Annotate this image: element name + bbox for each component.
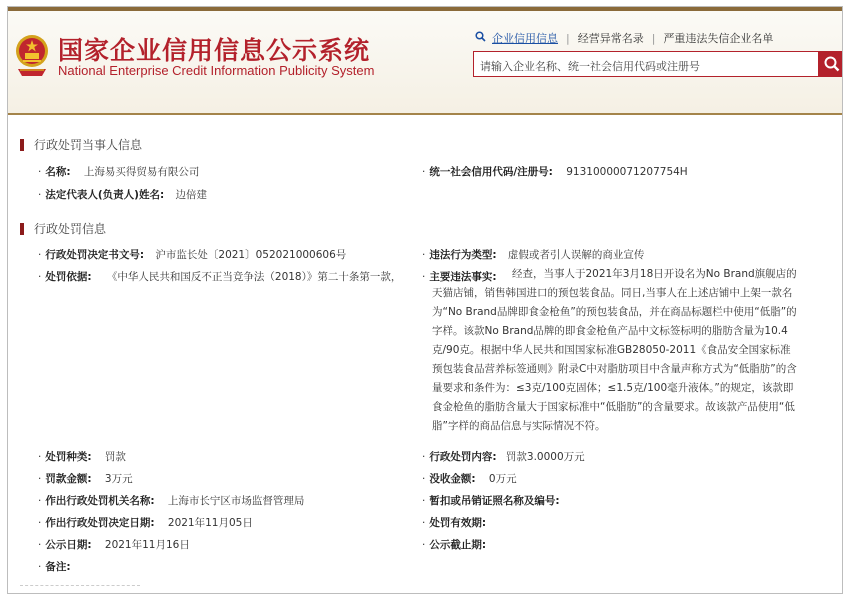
field-authority: · 作出行政处罚机关名称: 上海市长宁区市场监督管理局	[38, 495, 305, 507]
page-frame	[7, 6, 843, 594]
magnifier-icon	[475, 31, 486, 45]
search-icon	[824, 56, 840, 72]
violation-type-value: 虚假或者引人误解的商业宣传	[507, 249, 645, 261]
content-value: 罚款3.0000万元	[505, 451, 585, 463]
field-credit-code: · 统一社会信用代码/注册号: 91310000071207754H	[422, 166, 688, 178]
tab-separator: |	[566, 31, 570, 45]
field-publish-date: · 公示日期: 2021年11月16日	[38, 539, 190, 551]
doc-no-value: 沪市监长处〔2021〕052021000606号	[155, 249, 347, 261]
field-doc-no: · 行政处罚决定书文号: 沪市监长处〔2021〕052021000606号	[38, 249, 347, 261]
field-basis: · 处罚依据: 《中华人民共和国反不正当竞争法（2018）》第二十条第一款，	[38, 271, 402, 283]
field-revoke: · 暂扣或吊销证照名称及编号:	[422, 495, 560, 507]
site-title-cn: 国家企业信用信息公示系统	[58, 36, 371, 65]
field-validity: · 处罚有效期:	[422, 517, 487, 529]
field-name: · 名称: 上海易买得贸易有限公司	[38, 166, 200, 178]
credit-code-value: 91310000071207754H	[566, 166, 688, 178]
authority-value: 上海市长宁区市场监督管理局	[167, 495, 305, 507]
confiscation-value: 0万元	[488, 473, 517, 485]
basis-value: 《中华人民共和国反不正当竞争法（2018）》第二十条第一款，	[106, 271, 402, 283]
search-input[interactable]: 请输入企业名称、统一社会信用代码或注册号	[473, 51, 819, 77]
field-facts-label: · 主要违法事实:	[422, 271, 497, 283]
section-marker	[20, 223, 24, 235]
fine-value: 3万元	[104, 473, 133, 485]
field-legal-rep: · 法定代表人(负责人)姓名: 边倍建	[38, 189, 207, 201]
penalty-section-title: 行政处罚信息	[34, 222, 107, 236]
section-marker	[20, 139, 24, 151]
search-tabs	[475, 30, 773, 46]
kind-value: 罚款	[104, 451, 126, 463]
field-decision-date: · 作出行政处罚决定日期: 2021年11月05日	[38, 517, 253, 529]
section-title	[20, 136, 142, 153]
party-section	[20, 136, 142, 153]
field-publish-end: · 公示截止期:	[422, 539, 487, 551]
decision-date-value: 2021年11月05日	[167, 517, 253, 529]
field-kind: · 处罚种类: 罚款	[38, 451, 126, 463]
tab-enterprise-credit[interactable]: 企业信用信息	[492, 32, 558, 45]
next-section-hint	[20, 585, 140, 591]
field-confiscation: · 没收金额: 0万元	[422, 473, 517, 485]
field-violation-type: · 违法行为类型: 虚假或者引人误解的商业宣传	[422, 249, 645, 261]
facts-value: 经查，当事人于2021年3月18日开设名为No Brand旗舰店的天猫店铺，销售韩国进口的预包装食品。同日,当事人在上述店铺中上架一款名为“No Brand品牌即食金枪鱼”的预包装食品，并在商品标题栏中使用“低脂”的字样。该款No Brand品牌的即食金枪鱼产品中文标签标明的脂肪含量为10.4克/90克。根据中华人民共和国国家标准GB28050-2011《食品安全国家标准预包装食品营养标签通则》附录C中对脂肪项目中含量声称方式为“低脂肪”的含量要求和条件为：≤3克/100克固体；≤1.5克/100毫升液体。”的规定，该款即食金枪鱼的脂肪含量大于国家标准中“低脂肪”的含量要求。故该款产品使用“低脂”字样的商品信息与实际情况不符。	[432, 268, 797, 432]
field-remark: · 备注:	[38, 561, 71, 573]
section-title	[20, 220, 106, 237]
tab-abnormal-list[interactable]: 经营异常名录	[577, 32, 644, 45]
name-value: 上海易买得贸易有限公司	[83, 166, 200, 178]
tab-separator: |	[651, 31, 656, 45]
search-button[interactable]	[819, 51, 843, 77]
field-fine: · 罚款金额: 3万元	[38, 473, 133, 485]
publish-date-value: 2021年11月16日	[104, 539, 190, 551]
site-header	[8, 11, 842, 115]
tab-serious-violation-list[interactable]: 严重违法失信企业名单	[663, 32, 774, 45]
penalty-section	[20, 220, 106, 237]
site-title-en: National Enterprise Credit Information Publicity System	[58, 63, 375, 78]
legal-rep-value: 边倍建	[175, 189, 207, 201]
party-section-title: 行政处罚当事人信息	[34, 138, 143, 152]
national-emblem-icon	[14, 29, 50, 79]
field-content: · 行政处罚内容: 罚款3.0000万元	[422, 451, 585, 463]
